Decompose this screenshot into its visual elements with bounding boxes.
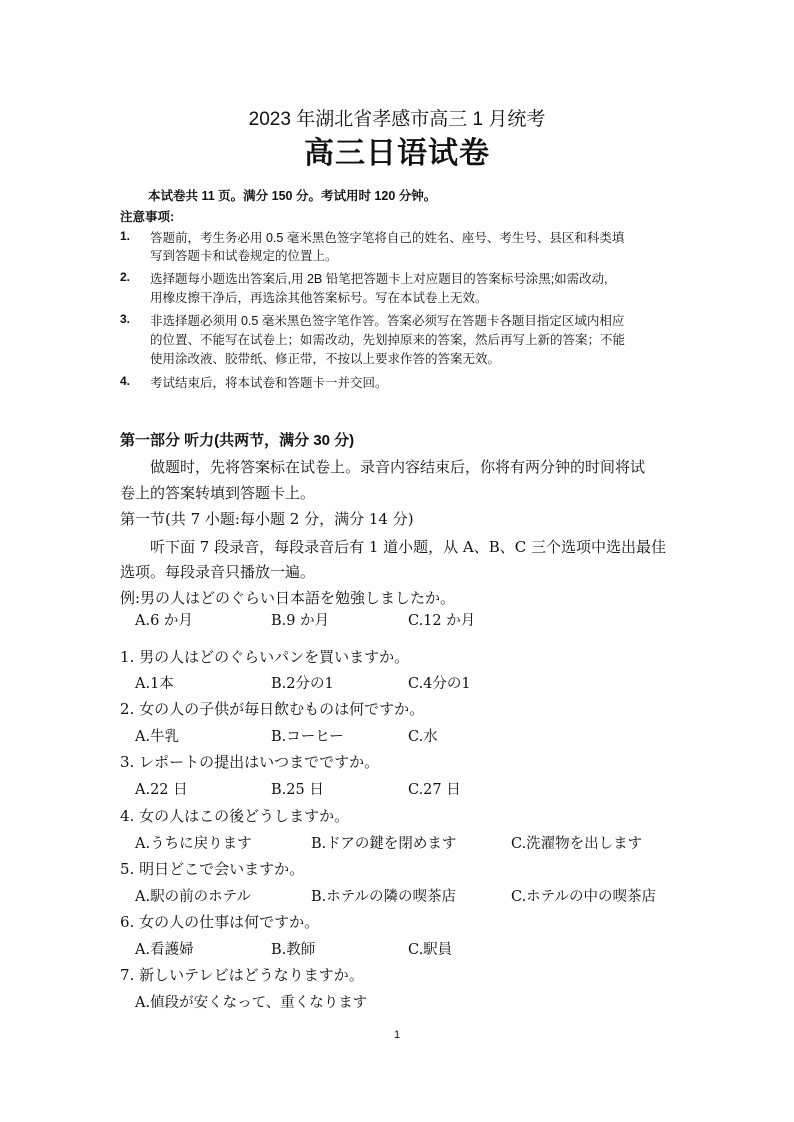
part1-heading: 第一部分 听力(共两节，满分 30 分) bbox=[120, 432, 355, 449]
section1-intro-line: 选项。每段录音只播放一遍。 bbox=[120, 563, 316, 581]
question-5-option-b: B.ホテルの隣の喫茶店 bbox=[311, 889, 457, 905]
notice-item-line: 非选择题必须用 0.5 毫米黑色签字笔作答。答案必须写在答题卡各题目指定区域内相应 bbox=[150, 314, 625, 328]
notice-item-line: 写到答题卡和试卷规定的位置上。 bbox=[150, 249, 338, 263]
question-6-option-c: C.駅員 bbox=[408, 942, 453, 958]
part1-intro-line: 做题时，先将答案标在试卷上。录音内容结束后，你将有两分钟的时间将试 bbox=[150, 458, 646, 476]
question-5-option-c: C.ホテルの中の喫茶店 bbox=[511, 889, 656, 905]
question-3-option-b: B.25 日 bbox=[271, 782, 324, 798]
notice-item-line: 选择题每小题选出答案后,用 2B 铅笔把答题卡上对应题目的答案标号涂黑;如需改动, bbox=[150, 272, 608, 286]
question-6-option-a: A.看護婦 bbox=[135, 942, 194, 958]
question-7: 7. 新しいテレビはどうなりますか。 bbox=[120, 966, 364, 984]
question-4-option-b: B.ドアの鍵を閉めます bbox=[311, 836, 457, 852]
question-3-option-a: A.22 日 bbox=[135, 782, 188, 798]
question-2-option-b: B.コーヒー bbox=[271, 729, 344, 745]
question-2-option-a: A.牛乳 bbox=[135, 729, 180, 745]
notice-item-line: 用橡皮擦干净后，再选涂其他答案标号。写在本试卷上无效。 bbox=[150, 291, 488, 305]
notice-heading: 注意事项: bbox=[120, 210, 175, 224]
notice-item-line: 答题前，考生务必用 0.5 毫米黑色签字笔将自己的姓名、座号、考生号、县区和科类填 bbox=[150, 231, 625, 245]
example-option-c: C.12 か月 bbox=[408, 613, 476, 629]
exam-subtitle: 高三日语试卷 bbox=[304, 137, 490, 170]
section1-intro-line: 听下面 7 段录音，每段录音后有 1 道小题，从 A、B、C 三个选项中选出最佳 bbox=[150, 538, 667, 556]
notice-item-line: 考试结束后，将本试卷和答题卡一并交回。 bbox=[150, 376, 388, 390]
notice-item-number: 3. bbox=[120, 312, 131, 326]
question-1-option-c: C.4分の1 bbox=[408, 676, 471, 692]
question-6: 6. 女の人の仕事は何ですか。 bbox=[120, 913, 320, 931]
question-7-option-a: A.値段が安くなって、重くなります bbox=[135, 995, 368, 1011]
question-4-option-c: C.洗濯物を出します bbox=[511, 836, 643, 852]
question-1-option-b: B.2分の1 bbox=[271, 676, 334, 692]
question-6-option-b: B.教師 bbox=[271, 942, 316, 958]
notice-item-number: 4. bbox=[120, 374, 131, 388]
exam-info: 本试卷共 11 页。满分 150 分。考试用时 120 分钟。 bbox=[148, 189, 437, 203]
question-2-option-c: C.水 bbox=[408, 729, 438, 745]
notice-item-number: 2. bbox=[120, 270, 131, 284]
example-option-b: B.9 か月 bbox=[271, 613, 330, 629]
part1-intro-line: 卷上的答案转填到答题卡上。 bbox=[120, 484, 316, 502]
question-5: 5. 明日どこで会いますか。 bbox=[120, 860, 305, 878]
notice-item-number: 1. bbox=[120, 229, 131, 243]
question-5-option-a: A.駅の前のホテル bbox=[135, 889, 251, 905]
notice-item-line: 的位置、不能写在试卷上；如需改动，先划掉原来的答案，然后再写上新的答案；不能 bbox=[150, 333, 626, 347]
example-option-a: A.6 か月 bbox=[135, 613, 193, 629]
notice-item-line: 使用涂改液、胶带纸、修正带，不按以上要求作答的答案无效。 bbox=[150, 352, 501, 366]
question-3: 3. レポートの提出はいつまでですか。 bbox=[120, 753, 380, 771]
question-1-option-a: A.1本 bbox=[135, 676, 174, 692]
question-3-option-c: C.27 日 bbox=[408, 782, 461, 798]
question-4: 4. 女の人はこの後どうしますか。 bbox=[120, 807, 350, 825]
question-4-option-a: A.うちに戻ります bbox=[135, 836, 252, 852]
example-question: 例:男の人はどのぐらい日本語を勉強しましたか。 bbox=[120, 589, 456, 607]
question-1: 1. 男の人はどのぐらいパンを買いますか。 bbox=[120, 648, 410, 666]
question-2: 2. 女の人の子供が毎日飲むものは何ですか。 bbox=[120, 700, 425, 718]
section1-heading: 第一节(共 7 小题:每小题 2 分，满分 14 分) bbox=[120, 510, 414, 528]
exam-title: 2023 年湖北省孝感市高三 1 月统考 bbox=[248, 109, 546, 130]
page-number: 1 bbox=[393, 1029, 401, 1041]
